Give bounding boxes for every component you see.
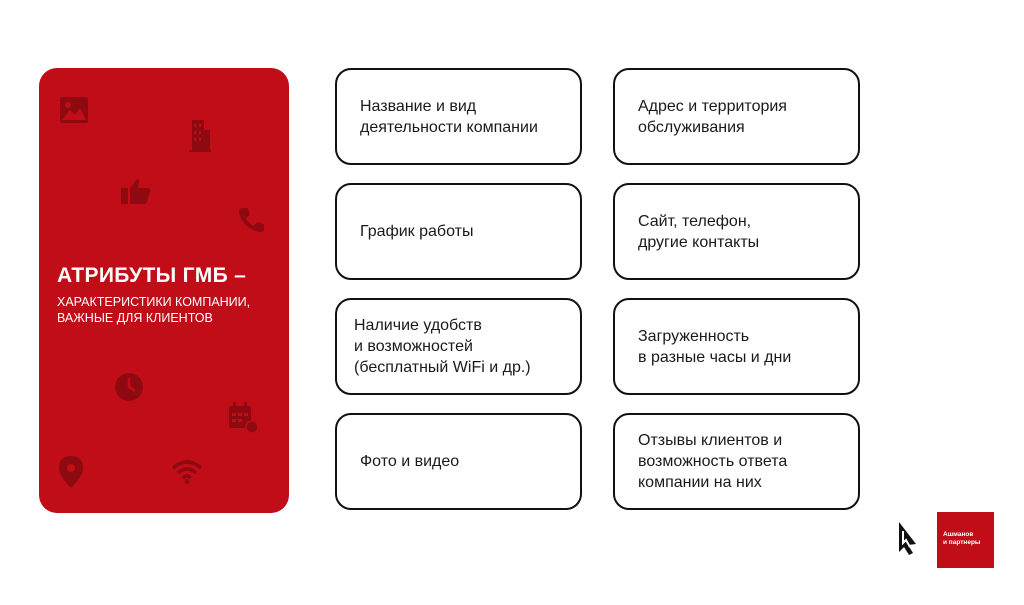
brand-line-2: и партнеры (943, 539, 981, 546)
cursor-logo-icon (896, 520, 922, 561)
clock-icon (114, 372, 144, 402)
attributes-panel (39, 68, 289, 513)
attribute-card-amenities (335, 298, 582, 395)
card-text: Загруженность в разные часы и дни (638, 327, 792, 366)
brand-line-1: Ашманов (943, 531, 974, 538)
attribute-card-address (613, 68, 860, 165)
attribute-card-reviews (613, 413, 860, 510)
attribute-card-busy-hours (613, 298, 860, 395)
image-icon (59, 96, 89, 124)
card-text: Наличие удобств и возможностей (бесплатный WiFi и др.) (354, 317, 531, 376)
wifi-icon (172, 460, 202, 484)
brand-logo (937, 512, 994, 568)
phone-icon (237, 206, 265, 234)
calendar-icon (227, 402, 259, 434)
card-text: Сайт, телефон, другие контакты (638, 212, 760, 251)
card-text: Название и вид деятельности компании (360, 97, 538, 136)
attribute-card-contacts (613, 183, 860, 280)
thumbs-up-icon (121, 178, 151, 204)
attribute-card-photo-video (335, 413, 582, 510)
panel-subtitle: ХАРАКТЕРИСТИКИ КОМПАНИИ, ВАЖНЫЕ ДЛЯ КЛИЕНТОВ (57, 295, 251, 325)
building-icon (189, 120, 211, 152)
card-text: Адрес и территория обслуживания (638, 97, 787, 136)
attribute-card-name-and-activity (335, 68, 582, 165)
attribute-card-schedule (335, 183, 582, 280)
location-pin-icon (59, 456, 83, 488)
panel-title: АТРИБУТЫ ГМБ – (57, 264, 247, 287)
card-text: Отзывы клиентов и возможность ответа компании на них (638, 432, 788, 491)
card-text: Фото и видео (360, 453, 460, 470)
card-text: График работы (360, 223, 474, 240)
